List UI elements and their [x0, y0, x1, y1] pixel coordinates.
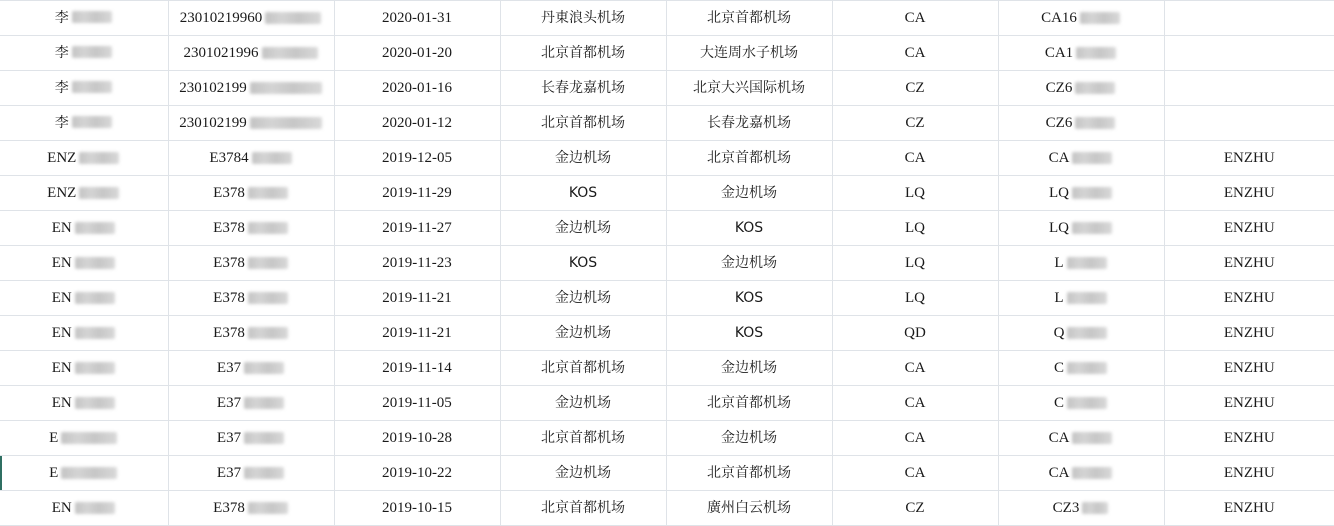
- flight-date-cell-text: 2019-11-14: [382, 360, 452, 376]
- tag-cell-text: ENZHU: [1223, 290, 1275, 306]
- arrival-airport-cell-text: 大连周水子机场: [700, 45, 798, 61]
- flight-date-cell-text: 2019-11-05: [382, 395, 452, 411]
- departure-airport-cell: [500, 456, 666, 491]
- arrival-airport-cell-text: 金边机场: [721, 430, 777, 446]
- flight-number-cell: [998, 386, 1164, 421]
- table-row[interactable]: [0, 1, 1334, 36]
- flight-number-cell-text: CA: [1048, 430, 1070, 446]
- airline-code-cell: [832, 421, 998, 456]
- flight-number-cell: [998, 316, 1164, 351]
- departure-airport-cell: [500, 386, 666, 421]
- redaction-block: [248, 222, 288, 234]
- passenger-name-cell: [0, 176, 168, 211]
- id-number-cell: [168, 316, 334, 351]
- departure-airport-cell-text: 金边机场: [555, 290, 611, 306]
- redaction-block: [1080, 12, 1120, 24]
- redaction-block: [248, 187, 288, 199]
- airline-code-cell: [832, 141, 998, 176]
- airline-code-cell: [832, 386, 998, 421]
- airline-code-cell-text: CZ: [905, 80, 925, 96]
- redaction-block: [1075, 117, 1115, 129]
- id-number-cell-text: 23010219960: [179, 10, 263, 26]
- passenger-name-cell-text: E: [49, 430, 59, 446]
- flight-date-cell: [334, 106, 500, 141]
- redaction-block: [79, 187, 119, 199]
- id-number-cell: [168, 1, 334, 36]
- passenger-name-cell-text: ENZ: [47, 150, 77, 166]
- tag-cell-text: ENZHU: [1223, 500, 1275, 516]
- flight-number-cell-text: C: [1053, 360, 1064, 376]
- table-row[interactable]: [0, 211, 1334, 246]
- arrival-airport-cell: [666, 1, 832, 36]
- redaction-block: [1072, 187, 1112, 199]
- passenger-name-cell: [0, 316, 168, 351]
- table-row[interactable]: [0, 316, 1334, 351]
- flight-date-cell: [334, 176, 500, 211]
- airline-code-cell-text: CA: [904, 430, 926, 446]
- redaction-block: [1067, 362, 1107, 374]
- tag-cell-text: ENZHU: [1223, 465, 1275, 481]
- redaction-block: [248, 327, 288, 339]
- flight-number-cell-text: CZ6: [1045, 80, 1073, 96]
- flight-number-cell-text: CA16: [1041, 10, 1077, 26]
- arrival-airport-cell: [666, 106, 832, 141]
- id-number-cell-text: E378: [213, 220, 245, 236]
- id-number-cell: [168, 211, 334, 246]
- airline-code-cell: [832, 1, 998, 36]
- tag-cell-text: ENZHU: [1223, 360, 1275, 376]
- redaction-block: [250, 82, 322, 94]
- id-number-cell: [168, 141, 334, 176]
- redaction-block: [262, 47, 318, 59]
- table-row[interactable]: [0, 386, 1334, 421]
- redaction-block: [72, 116, 112, 128]
- flight-date-cell: [334, 246, 500, 281]
- arrival-airport-cell: [666, 456, 832, 491]
- redaction-block: [248, 257, 288, 269]
- tag-cell-text: ENZHU: [1223, 430, 1275, 446]
- passenger-name-cell: [0, 71, 168, 106]
- flight-date-cell-text: 2020-01-16: [382, 80, 452, 96]
- departure-airport-cell: [500, 71, 666, 106]
- id-number-cell-text: 230102199: [179, 80, 247, 96]
- airline-code-cell: [832, 211, 998, 246]
- airline-code-cell: [832, 316, 998, 351]
- tag-cell: [1164, 36, 1334, 71]
- flight-number-cell: [998, 246, 1164, 281]
- flight-date-cell-text: 2019-12-05: [382, 150, 452, 166]
- departure-airport-cell: [500, 211, 666, 246]
- table-row[interactable]: [0, 141, 1334, 176]
- arrival-airport-cell: [666, 421, 832, 456]
- tag-cell: [1164, 246, 1334, 281]
- departure-airport-cell-text: KOS: [568, 255, 598, 271]
- departure-airport-cell-text: 北京首都机场: [541, 430, 625, 446]
- flight-number-cell-text: LQ: [1049, 185, 1069, 201]
- airline-code-cell: [832, 456, 998, 491]
- departure-airport-cell-text: 丹東浪头机场: [541, 10, 625, 26]
- flight-number-cell: [998, 421, 1164, 456]
- table-row[interactable]: [0, 351, 1334, 386]
- passenger-name-cell-text: ENZ: [47, 185, 77, 201]
- departure-airport-cell: [500, 491, 666, 526]
- flight-number-cell: [998, 36, 1164, 71]
- tag-cell: [1164, 386, 1334, 421]
- redaction-block: [61, 432, 117, 444]
- flight-date-cell: [334, 316, 500, 351]
- arrival-airport-cell-text: 金边机场: [721, 360, 777, 376]
- tag-cell-text: ENZHU: [1223, 325, 1275, 341]
- redaction-block: [250, 117, 322, 129]
- passenger-name-cell: [0, 211, 168, 246]
- redaction-block: [1072, 432, 1112, 444]
- id-number-cell-text: E378: [213, 500, 245, 516]
- departure-airport-cell: [500, 316, 666, 351]
- airline-code-cell-text: LQ: [905, 255, 925, 271]
- tag-cell-text: ENZHU: [1223, 220, 1275, 236]
- flight-date-cell-text: 2019-10-22: [382, 465, 452, 481]
- flight-number-cell-text: LQ: [1049, 220, 1069, 236]
- redaction-block: [244, 467, 284, 479]
- table-body: [0, 1, 1334, 526]
- redaction-block: [75, 257, 115, 269]
- departure-airport-cell: [500, 281, 666, 316]
- redaction-block: [1072, 222, 1112, 234]
- id-number-cell-text: 2301021996: [183, 45, 259, 61]
- arrival-airport-cell-text: KOS: [734, 290, 764, 306]
- tag-cell: [1164, 211, 1334, 246]
- airline-code-cell: [832, 351, 998, 386]
- flight-date-cell: [334, 211, 500, 246]
- arrival-airport-cell-text: KOS: [734, 325, 764, 341]
- passenger-name-cell-text: EN: [51, 325, 72, 341]
- tag-cell-text: ENZHU: [1223, 150, 1275, 166]
- redaction-block: [75, 362, 115, 374]
- arrival-airport-cell: [666, 36, 832, 71]
- flight-number-cell: [998, 351, 1164, 386]
- flight-date-cell-text: 2020-01-12: [382, 115, 452, 131]
- tag-cell: [1164, 176, 1334, 211]
- tag-cell: [1164, 456, 1334, 491]
- id-number-cell: [168, 71, 334, 106]
- id-number-cell-text: E378: [213, 185, 245, 201]
- flight-number-cell-text: CA1: [1044, 45, 1074, 61]
- passenger-name-cell-text: EN: [51, 290, 72, 306]
- table-row[interactable]: [0, 491, 1334, 526]
- flight-number-cell-text: CZ3: [1052, 500, 1080, 516]
- table-row[interactable]: [0, 36, 1334, 71]
- airline-code-cell: [832, 281, 998, 316]
- flight-number-cell-text: C: [1053, 395, 1064, 411]
- tag-cell: [1164, 316, 1334, 351]
- table-row[interactable]: [0, 421, 1334, 456]
- tag-cell-text: ENZHU: [1223, 395, 1275, 411]
- airline-code-cell-text: CZ: [905, 115, 925, 131]
- table-row[interactable]: [0, 71, 1334, 106]
- flight-number-cell-text: CZ6: [1045, 115, 1073, 131]
- flight-number-cell: [998, 456, 1164, 491]
- table-row[interactable]: [0, 106, 1334, 141]
- redaction-block: [248, 502, 288, 514]
- redaction-block: [1072, 152, 1112, 164]
- redaction-block: [72, 81, 112, 93]
- flight-date-cell-text: 2019-10-15: [382, 500, 452, 516]
- airline-code-cell-text: CA: [904, 45, 926, 61]
- flight-date-cell-text: 2019-10-28: [382, 430, 452, 446]
- flight-date-cell-text: 2020-01-31: [382, 10, 452, 26]
- tag-cell: [1164, 106, 1334, 141]
- departure-airport-cell-text: 金边机场: [555, 150, 611, 166]
- tag-cell: [1164, 351, 1334, 386]
- departure-airport-cell-text: 北京首都机场: [541, 115, 625, 131]
- airline-code-cell-text: CA: [904, 395, 926, 411]
- redaction-block: [1067, 292, 1107, 304]
- passenger-name-cell: [0, 141, 168, 176]
- arrival-airport-cell: [666, 386, 832, 421]
- arrival-airport-cell: [666, 176, 832, 211]
- flight-date-cell-text: 2019-11-29: [382, 185, 452, 201]
- id-number-cell: [168, 176, 334, 211]
- airline-code-cell-text: CZ: [905, 500, 925, 516]
- flight-date-cell: [334, 491, 500, 526]
- redaction-block: [244, 397, 284, 409]
- flight-date-cell: [334, 71, 500, 106]
- flight-date-cell-text: 2019-11-23: [382, 255, 452, 271]
- tag-cell-text: ENZHU: [1223, 185, 1275, 201]
- redaction-block: [75, 502, 115, 514]
- id-number-cell-text: E37: [216, 395, 242, 411]
- airline-code-cell-text: QD: [904, 325, 926, 341]
- redaction-block: [1067, 327, 1107, 339]
- flight-date-cell-text: 2019-11-27: [382, 220, 452, 236]
- tag-cell-text: ENZHU: [1223, 255, 1275, 271]
- arrival-airport-cell-text: 北京大兴国际机场: [693, 80, 805, 96]
- flight-number-cell: [998, 281, 1164, 316]
- redaction-block: [248, 292, 288, 304]
- departure-airport-cell-text: 金边机场: [555, 220, 611, 236]
- arrival-airport-cell: [666, 246, 832, 281]
- passenger-name-cell-text: EN: [51, 360, 72, 376]
- tag-cell: [1164, 281, 1334, 316]
- arrival-airport-cell: [666, 211, 832, 246]
- arrival-airport-cell-text: 北京首都机场: [707, 150, 791, 166]
- airline-code-cell: [832, 71, 998, 106]
- arrival-airport-cell-text: 北京首都机场: [707, 465, 791, 481]
- flight-date-cell: [334, 386, 500, 421]
- passenger-name-cell: [0, 421, 168, 456]
- flight-number-cell-text: L: [1054, 290, 1064, 306]
- flight-date-cell: [334, 456, 500, 491]
- flight-number-cell: [998, 106, 1164, 141]
- flight-date-cell-text: 2019-11-21: [382, 290, 452, 306]
- arrival-airport-cell: [666, 316, 832, 351]
- passenger-name-cell: [0, 386, 168, 421]
- departure-airport-cell: [500, 351, 666, 386]
- airline-code-cell-text: LQ: [905, 220, 925, 236]
- departure-airport-cell: [500, 421, 666, 456]
- arrival-airport-cell-text: 北京首都机场: [707, 395, 791, 411]
- id-number-cell: [168, 351, 334, 386]
- table-row[interactable]: [0, 246, 1334, 281]
- redaction-block: [79, 152, 119, 164]
- arrival-airport-cell-text: 金边机场: [721, 185, 777, 201]
- row-selection-marker: [0, 456, 2, 490]
- arrival-airport-cell-text: 廣州白云机场: [707, 500, 791, 516]
- redaction-block: [1067, 397, 1107, 409]
- flight-number-cell: [998, 491, 1164, 526]
- airline-code-cell: [832, 36, 998, 71]
- tag-cell: [1164, 71, 1334, 106]
- departure-airport-cell: [500, 176, 666, 211]
- redaction-block: [1072, 467, 1112, 479]
- passenger-name-cell: [0, 246, 168, 281]
- flight-date-cell: [334, 141, 500, 176]
- tag-cell: [1164, 421, 1334, 456]
- passenger-name-cell: [0, 36, 168, 71]
- arrival-airport-cell-text: 金边机场: [721, 255, 777, 271]
- id-number-cell: [168, 36, 334, 71]
- arrival-airport-cell-text: KOS: [734, 220, 764, 236]
- passenger-name-cell: [0, 491, 168, 526]
- passenger-name-cell-text: 李: [54, 10, 69, 26]
- redaction-block: [244, 362, 284, 374]
- id-number-cell: [168, 106, 334, 141]
- table-row[interactable]: [0, 281, 1334, 316]
- passenger-name-cell: [0, 106, 168, 141]
- id-number-cell: [168, 421, 334, 456]
- passenger-name-cell-text: 李: [54, 45, 69, 61]
- airline-code-cell-text: CA: [904, 150, 926, 166]
- passenger-name-cell-text: 李: [54, 80, 69, 96]
- departure-airport-cell-text: 北京首都机场: [541, 500, 625, 516]
- id-number-cell-text: E37: [216, 360, 242, 376]
- flight-number-cell: [998, 211, 1164, 246]
- tag-cell: [1164, 1, 1334, 36]
- id-number-cell-text: 230102199: [179, 115, 247, 131]
- id-number-cell-text: E37: [216, 465, 242, 481]
- id-number-cell-text: E378: [213, 290, 245, 306]
- flight-date-cell-text: 2020-01-20: [382, 45, 452, 61]
- flight-number-cell: [998, 176, 1164, 211]
- redaction-block: [61, 467, 117, 479]
- arrival-airport-cell: [666, 281, 832, 316]
- departure-airport-cell: [500, 106, 666, 141]
- departure-airport-cell-text: KOS: [568, 185, 598, 201]
- id-number-cell: [168, 281, 334, 316]
- id-number-cell-text: E37: [216, 430, 242, 446]
- flight-date-cell: [334, 36, 500, 71]
- flight-number-cell: [998, 141, 1164, 176]
- tag-cell: [1164, 491, 1334, 526]
- passenger-name-cell-text: 李: [54, 115, 69, 131]
- departure-airport-cell: [500, 246, 666, 281]
- redaction-block: [244, 432, 284, 444]
- arrival-airport-cell: [666, 351, 832, 386]
- id-number-cell: [168, 246, 334, 281]
- id-number-cell: [168, 386, 334, 421]
- table-row[interactable]: [0, 176, 1334, 211]
- flight-date-cell: [334, 1, 500, 36]
- arrival-airport-cell-text: 北京首都机场: [707, 10, 791, 26]
- airline-code-cell-text: LQ: [905, 185, 925, 201]
- airline-code-cell: [832, 106, 998, 141]
- passenger-name-cell-text: E: [49, 465, 59, 481]
- arrival-airport-cell: [666, 71, 832, 106]
- passenger-name-cell-text: EN: [51, 255, 72, 271]
- passenger-name-cell-text: EN: [51, 395, 72, 411]
- redaction-block: [75, 327, 115, 339]
- flight-number-cell: [998, 71, 1164, 106]
- passenger-name-cell-text: EN: [51, 220, 72, 236]
- redaction-block: [72, 11, 112, 23]
- redaction-block: [75, 397, 115, 409]
- tag-cell: [1164, 141, 1334, 176]
- redaction-block: [72, 46, 112, 58]
- id-number-cell-text: E378: [213, 255, 245, 271]
- airline-code-cell: [832, 246, 998, 281]
- passenger-name-cell: [0, 281, 168, 316]
- id-number-cell-text: E378: [213, 325, 245, 341]
- redaction-block: [1076, 47, 1116, 59]
- redaction-block: [252, 152, 292, 164]
- flight-number-cell-text: Q: [1053, 325, 1065, 341]
- departure-airport-cell-text: 金边机场: [555, 465, 611, 481]
- flight-date-cell: [334, 351, 500, 386]
- flight-number-cell-text: L: [1054, 255, 1064, 271]
- redaction-block: [75, 222, 115, 234]
- redaction-block: [1075, 82, 1115, 94]
- redaction-block: [75, 292, 115, 304]
- departure-airport-cell-text: 金边机场: [555, 395, 611, 411]
- departure-airport-cell: [500, 1, 666, 36]
- arrival-airport-cell: [666, 141, 832, 176]
- flight-number-cell: [998, 1, 1164, 36]
- passenger-name-cell: [0, 351, 168, 386]
- flight-date-cell-text: 2019-11-21: [382, 325, 452, 341]
- departure-airport-cell-text: 金边机场: [555, 325, 611, 341]
- redaction-block: [265, 12, 321, 24]
- departure-airport-cell: [500, 36, 666, 71]
- airline-code-cell: [832, 176, 998, 211]
- airline-code-cell-text: LQ: [905, 290, 925, 306]
- airline-code-cell-text: CA: [904, 465, 926, 481]
- id-number-cell: [168, 456, 334, 491]
- flight-date-cell: [334, 281, 500, 316]
- arrival-airport-cell-text: 长春龙嘉机场: [707, 115, 791, 131]
- airline-code-cell: [832, 491, 998, 526]
- passenger-name-cell: [0, 456, 168, 491]
- airline-code-cell-text: CA: [904, 360, 926, 376]
- flight-date-cell: [334, 421, 500, 456]
- airline-code-cell-text: CA: [904, 10, 926, 26]
- flight-number-cell-text: CA: [1048, 150, 1070, 166]
- departure-airport-cell-text: 长春龙嘉机场: [541, 80, 625, 96]
- id-number-cell: [168, 491, 334, 526]
- departure-airport-cell-text: 北京首都机场: [541, 360, 625, 376]
- flight-number-cell-text: CA: [1048, 465, 1070, 481]
- arrival-airport-cell: [666, 491, 832, 526]
- departure-airport-cell: [500, 141, 666, 176]
- table-row[interactable]: [0, 456, 1334, 491]
- redaction-block: [1067, 257, 1107, 269]
- id-number-cell-text: E3784: [209, 150, 249, 166]
- redaction-block: [1082, 502, 1108, 514]
- passenger-name-cell-text: EN: [51, 500, 72, 516]
- passenger-name-cell: [0, 1, 168, 36]
- departure-airport-cell-text: 北京首都机场: [541, 45, 625, 61]
